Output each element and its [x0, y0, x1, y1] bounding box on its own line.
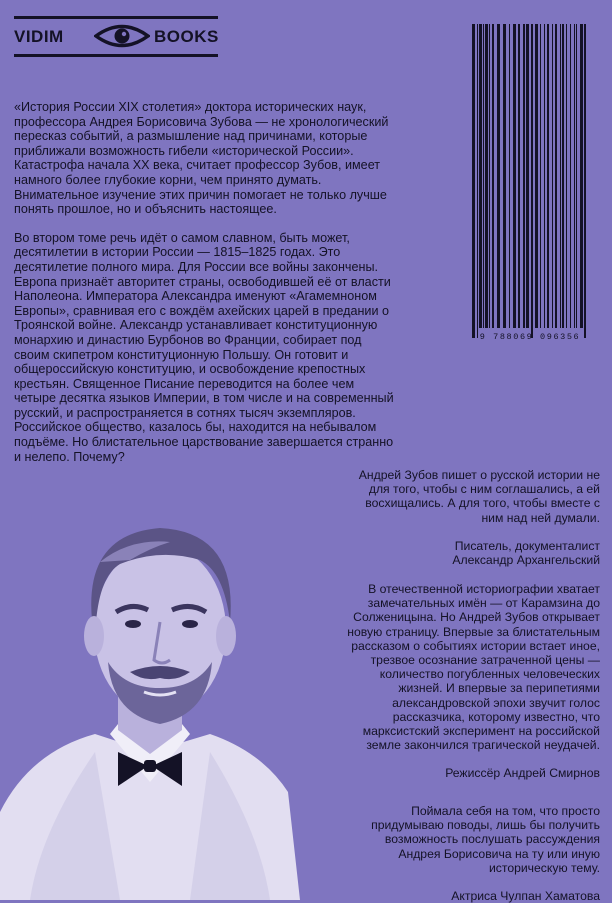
barcode-bar	[489, 24, 490, 328]
barcode-bar	[513, 24, 516, 328]
quote-block-2	[342, 582, 600, 781]
barcode-bar	[523, 24, 525, 328]
barcode-bar	[544, 24, 545, 328]
barcode-bar	[485, 24, 488, 328]
quote-text: В отечественной историографии хватает замечательных имён — от Карамзина до Солженицына. Но Андрей Зубов открывает новую страницу. Впервые за блистательным рассказом о событиях истории встает иное, трезвое осознание затраченной цены — количество погубленных человеческих жизней. И впервые за перипетиями александровской эпохи звучит голос рассказчика, которому известно, что марксистский эксперимент на российской земле закончился трагической неудачей.	[347, 582, 600, 753]
quote-text: Поймала себя на том, что просто придумываю поводы, лишь бы получить возможность послушать рассуждения Андрея Борисовича на ту или иную историческую тему.	[371, 804, 600, 875]
barcode-bar	[483, 24, 484, 328]
quote-text: Андрей Зубов пишет о русской истории не для того, чтобы с ним соглашались, а ей восхищались. А для того, чтобы вместе с ним над ней думали.	[358, 468, 600, 525]
quote-author-role: Писатель, документалист	[454, 538, 600, 553]
barcode-bar	[479, 24, 482, 328]
barcode-bar	[562, 24, 564, 328]
barcode-bar	[576, 24, 577, 328]
annotation-paragraph-1: «История России XIX столетия» доктора исторических наук, профессора Андрея Борисовича Зубова — не хронологический пересказ событий, а размышление над причинами, которые приближали возможность гибели «исторической России». Катастрофа начала XX века, считает профессор Зубов, имеет намного более глубокие корни, чем принято думать. Внимательное изучение этих причин помогает не только лучше понять прошлое, но и объяснить настоящее.	[14, 100, 389, 217]
barcode-bar	[540, 24, 541, 328]
barcode-bar	[547, 24, 549, 328]
annotation-paragraph-2: Во втором томе речь идёт о самом славном, быть может, десятилетии в истории России — 1815–1825 годах. Это десятилетие полного мира. Для России все войны закончены. Европа признаёт авторитет страны, освободившей её от власти Наполеона. Императора Александра именуют «Агамемноном Европы», сравнивая его с вождём ахейских царей в предании о Троянской войне. Александр устанавливает конституционную монархию и династию Бурбонов во Франции, собирает под своим скипетром конституционную Польшу. Он готовит и общероссийскую конституцию, и освобождение крепостных крестьян. Священное Писание переводится на более чем четыре десятка языков Империи, в том числе и на современный русский, и распространяется в сотнях тысяч экземпляров. Российское общество, казалось бы, находится на небывалом подъёме. Но блистательное царствование завершается странно и нелепо. Почему?	[14, 230, 394, 464]
barcode-bar	[472, 24, 475, 338]
quote-author-name: Александр Архангельский	[452, 553, 600, 568]
logo-bottom-rule	[14, 54, 218, 57]
barcode-bar	[535, 24, 538, 328]
barcode-bar	[560, 24, 561, 328]
book-annotation	[14, 100, 394, 478]
barcode-bar	[552, 24, 553, 328]
barcode-bar	[574, 24, 575, 328]
barcode-bar	[518, 24, 520, 328]
barcode-bar	[570, 24, 571, 328]
quote-author-name: Актриса Чулпан Хаматова	[451, 889, 600, 903]
barcode-bar	[503, 24, 506, 328]
barcode-bar	[584, 24, 586, 338]
barcode	[468, 16, 592, 346]
quote-author-name: Режиссёр Андрей Смирнов	[445, 766, 600, 781]
quote-block-3	[342, 804, 600, 903]
eye-icon	[94, 23, 150, 49]
barcode-bar	[531, 24, 533, 338]
logo-word-right: BOOKS	[154, 27, 219, 46]
barcode-bar	[509, 24, 510, 328]
barcode-bar	[580, 24, 583, 328]
barcode-bar	[526, 24, 529, 328]
barcode-bar	[492, 24, 494, 328]
author-portrait	[0, 452, 300, 900]
barcode-bar	[497, 24, 500, 328]
quote-block-1	[342, 468, 600, 567]
barcode-bar	[566, 24, 567, 328]
logo-top-rule	[14, 16, 218, 19]
barcode-bar	[477, 24, 478, 338]
publisher-logo	[14, 16, 218, 58]
logo-word-left: VIDIM	[14, 27, 64, 46]
barcode-bar	[555, 24, 557, 328]
isbn-number: 9 788069 096356	[479, 332, 581, 342]
